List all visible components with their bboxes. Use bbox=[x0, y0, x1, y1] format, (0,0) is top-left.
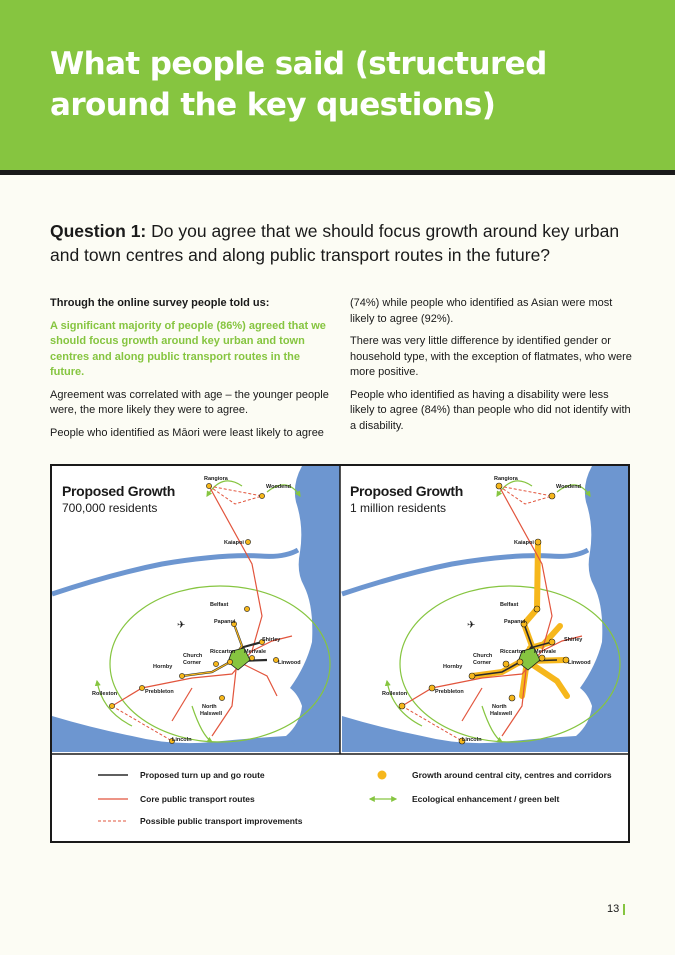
survey-paragraph: There was very little difference by identified gender or household type, with the exception of flatmates, who were more positive. bbox=[350, 335, 632, 378]
survey-paragraph: (74%) while people who identified as Asian were most likely to agree (92%). bbox=[350, 297, 613, 325]
place-label: Woodend bbox=[266, 484, 291, 490]
place-label: Papanui bbox=[214, 619, 236, 625]
place-label: Merivale bbox=[244, 649, 267, 655]
place-label: Prebbleton bbox=[435, 689, 464, 695]
place-label: Belfast bbox=[500, 602, 519, 608]
river bbox=[342, 550, 588, 594]
place-label: Rangiora bbox=[494, 476, 518, 482]
place-label: Corner bbox=[183, 660, 202, 666]
place-label: Linwood bbox=[568, 660, 591, 666]
place-label: Belfast bbox=[210, 602, 229, 608]
growth-maps-figure bbox=[50, 464, 630, 843]
place-label: Halswell bbox=[490, 711, 513, 717]
question-text: Do you agree that we should focus growth around key urban and town centres and along public transport routes in the future? bbox=[50, 221, 620, 265]
place-label: Halswell bbox=[200, 711, 223, 717]
place-label: Lincoln bbox=[172, 737, 192, 743]
sea-area bbox=[576, 466, 628, 758]
place-label: Lincoln bbox=[462, 737, 482, 743]
survey-paragraph: People who identified as having a disability were less likely to agree (84%) than people who did not identify with a disability. bbox=[350, 388, 631, 432]
place-label: Merivale bbox=[534, 649, 557, 655]
place-label: Hornby bbox=[153, 664, 173, 670]
legend-eco: Ecological enhancement / green belt bbox=[412, 794, 560, 804]
place-label: North bbox=[492, 704, 507, 710]
survey-paragraph: Agreement was correlated with age – the younger people were, the more likely they were to agree. bbox=[50, 388, 329, 416]
map-panel-700k bbox=[52, 466, 340, 841]
growth-maps-svg bbox=[52, 466, 628, 841]
place-label: Rolleston bbox=[382, 691, 408, 697]
airport-icon: ✈ bbox=[177, 620, 186, 631]
place-label: Corner bbox=[473, 660, 492, 666]
survey-paragraph: People who identified as Māori were least likely to agree bbox=[50, 426, 324, 439]
place-label: North bbox=[202, 704, 217, 710]
map-title: Proposed Growth bbox=[62, 483, 175, 499]
question-1 bbox=[50, 219, 630, 267]
river bbox=[52, 550, 298, 594]
page-number-accent bbox=[623, 904, 625, 915]
place-label: Linwood bbox=[278, 660, 301, 666]
map-title: Proposed Growth bbox=[350, 483, 463, 499]
airport-icon: ✈ bbox=[467, 620, 476, 631]
place-label: Kaiapoi bbox=[224, 540, 244, 546]
page-number: 13 bbox=[607, 903, 620, 915]
place-label: Rangiora bbox=[204, 476, 228, 482]
question-label: Question 1: bbox=[50, 221, 147, 241]
legend-turn-up-go: Proposed turn up and go route bbox=[140, 770, 265, 780]
place-label: Church bbox=[183, 653, 203, 659]
survey-lead: Through the online survey people told us: bbox=[50, 297, 270, 309]
right-column bbox=[350, 296, 635, 441]
legend-key-growth bbox=[378, 771, 387, 780]
map-subtitle: 700,000 residents bbox=[62, 501, 158, 515]
place-label: Shirley bbox=[564, 637, 583, 643]
sea-area bbox=[286, 466, 340, 758]
legend-growth: Growth around central city, centres and corridors bbox=[412, 770, 612, 780]
place-label: Kaiapoi bbox=[514, 540, 534, 546]
place-label: Church bbox=[473, 653, 493, 659]
place-label: Riccarton bbox=[500, 649, 526, 655]
place-label: Woodend bbox=[556, 484, 581, 490]
left-column bbox=[50, 296, 335, 448]
legend-core-pt: Core public transport routes bbox=[140, 794, 255, 804]
map-panel-1m bbox=[342, 466, 628, 841]
page-title: What people said (structured around the key questions) bbox=[50, 46, 547, 123]
place-label: Papanui bbox=[504, 619, 526, 625]
place-label: Riccarton bbox=[210, 649, 236, 655]
map-subtitle: 1 million residents bbox=[350, 501, 447, 515]
header-rule bbox=[0, 170, 675, 175]
place-label: Shirley bbox=[262, 637, 281, 643]
survey-highlight: A significant majority of people (86%) agreed that we should focus growth around key urban and town centres and along public transport routes in the future. bbox=[50, 319, 326, 378]
place-label: Rolleston bbox=[92, 691, 118, 697]
place-label: Prebbleton bbox=[145, 689, 174, 695]
legend-possible-pt: Possible public transport improvements bbox=[140, 816, 303, 826]
place-label: Hornby bbox=[443, 664, 463, 670]
